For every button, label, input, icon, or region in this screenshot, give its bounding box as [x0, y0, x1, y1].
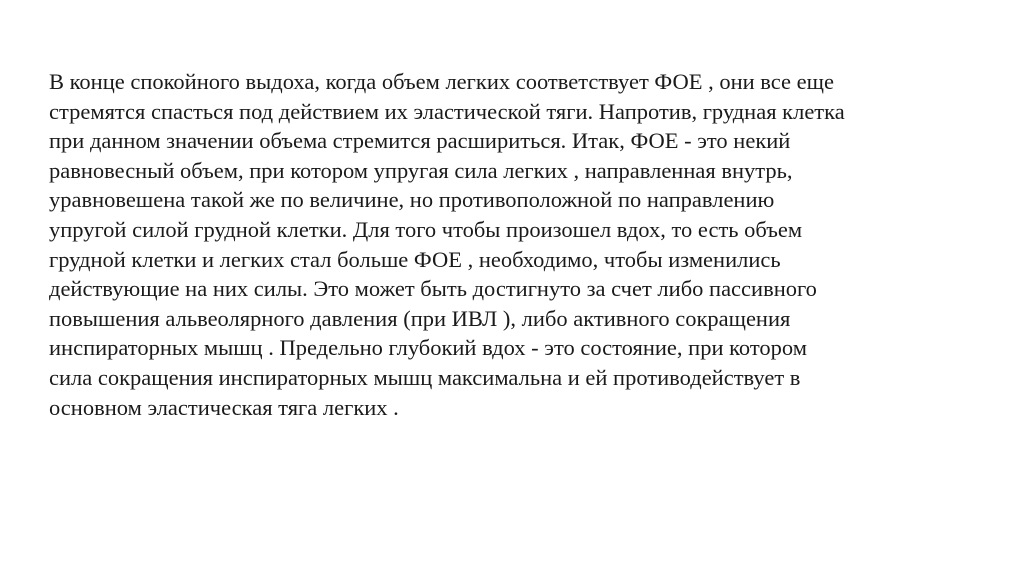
paragraph-line: стремятся спасться под действием их эластической тяги. Напротив, грудная клетка [49, 98, 845, 124]
paragraph-line: равновесный объем, при котором упругая сила легких , направленная внутрь, [49, 157, 793, 183]
paragraph-line: повышения альвеолярного давления (при ИВЛ ), либо активного сокращения [49, 305, 791, 331]
paragraph-line: В конце спокойного выдоха, когда объем легких соответствует ФОЕ , они все еще [49, 69, 834, 94]
paragraph-line: грудной клетки и легких стал больше ФОЕ , необходимо, чтобы изменились [49, 246, 781, 272]
paragraph-line: основном эластическая тяга легких . [49, 394, 399, 420]
paragraph-line: действующие на них силы. Это может быть достигнуто за счет либо пассивного [49, 276, 817, 302]
body-paragraph [49, 67, 989, 422]
paragraph-line: упругой силой грудной клетки. Для того чтобы произошел вдох, то есть объем [49, 216, 803, 242]
paragraph-line: инспираторных мышц . Предельно глубокий вдох - это состояние, при котором [49, 335, 807, 361]
paragraph-line: уравновешена такой же по величине, но противоположной по направлению [49, 187, 775, 213]
paragraph-line: сила сокращения инспираторных мышц максимальна и ей противодействует в [49, 364, 801, 390]
paragraph-line: при данном значении объема стремится расшириться. Итак, ФОЕ - это некий [49, 128, 791, 154]
